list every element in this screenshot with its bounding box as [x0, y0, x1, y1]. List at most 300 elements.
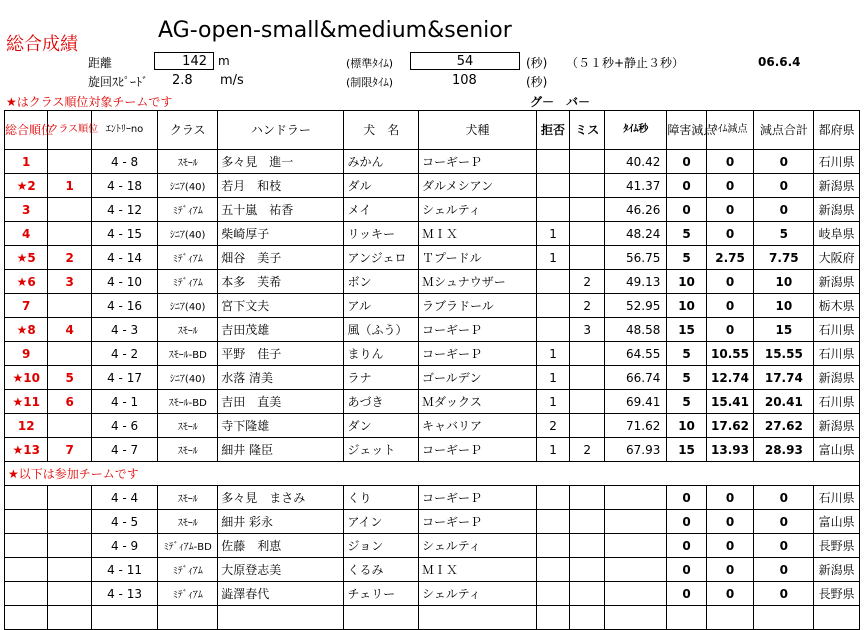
refusal	[537, 174, 570, 198]
dog-name: ボン	[344, 270, 419, 294]
time: 67.93	[605, 438, 667, 462]
class-rank	[48, 342, 91, 366]
prefecture: 新潟県	[814, 198, 860, 222]
class-rank	[48, 150, 91, 174]
overall-rank: ★13	[5, 438, 48, 462]
breed: シェルティ	[419, 534, 537, 558]
handler: 佐藤 利恵	[218, 534, 344, 558]
handler: 五十嵐 祐香	[218, 198, 344, 222]
time	[605, 534, 667, 558]
class-rank	[48, 582, 91, 606]
time-pts: 0	[706, 174, 754, 198]
breed: シェルティ	[419, 582, 537, 606]
miss	[570, 246, 605, 270]
class: ﾐﾃﾞｨｱﾑ	[158, 558, 218, 582]
time: 48.24	[605, 222, 667, 246]
dog-name: くるみ	[344, 558, 419, 582]
prefecture: 新潟県	[814, 174, 860, 198]
breed: ダルメシアン	[419, 174, 537, 198]
overall-rank: ★5	[5, 246, 48, 270]
table-row	[5, 222, 860, 246]
entry-no: 4 - 15	[91, 222, 157, 246]
miss: 3	[570, 318, 605, 342]
total-pts: 0	[754, 534, 814, 558]
breed: コーギーＰ	[419, 342, 537, 366]
dog-name: アンジェロ	[344, 246, 419, 270]
time-pts: 0	[706, 150, 754, 174]
class-rank	[48, 510, 91, 534]
prefecture: 新潟県	[814, 558, 860, 582]
entry-no: 4 - 14	[91, 246, 157, 270]
handler: 細井 彩永	[218, 510, 344, 534]
std-time-note: （５１秒+静止３秒）	[566, 56, 685, 70]
entry-no: 4 - 11	[91, 558, 157, 582]
header-row	[5, 111, 860, 150]
dog-name: ジョン	[344, 534, 419, 558]
col-handler: ハンドラー	[218, 111, 344, 150]
class: ｼﾆｱ(40)	[158, 174, 218, 198]
miss	[570, 174, 605, 198]
handler: 細井 隆臣	[218, 438, 344, 462]
refusal: 2	[537, 414, 570, 438]
class-rank: 6	[48, 390, 91, 414]
dog-name: 風（ふう）	[344, 318, 419, 342]
handler: 宮下文夫	[218, 294, 344, 318]
entry-no: 4 - 6	[91, 414, 157, 438]
miss	[570, 390, 605, 414]
results-table	[4, 110, 860, 630]
judge-label: グ－ バ－	[530, 95, 591, 109]
participant-row	[5, 486, 860, 510]
entry-no: 4 - 7	[91, 438, 157, 462]
obstacle-pts: 0	[667, 198, 706, 222]
col-prefecture: 都府県	[814, 111, 860, 150]
obstacle-pts: 15	[667, 438, 706, 462]
prefecture: 大阪府	[814, 246, 860, 270]
time: 41.37	[605, 174, 667, 198]
total-pts: 15	[754, 318, 814, 342]
entry-no: 4 - 5	[91, 510, 157, 534]
handler: 水落 清美	[218, 366, 344, 390]
col-total-pts: 減点合計	[754, 111, 814, 150]
refusal	[537, 510, 570, 534]
refusal	[537, 582, 570, 606]
col-refusal: 拒否	[537, 111, 570, 150]
obstacle-pts: 5	[667, 390, 706, 414]
time-pts: 0	[706, 270, 754, 294]
entry-no: 4 - 8	[91, 150, 157, 174]
speed-value: 2.8	[172, 73, 193, 88]
obstacle-pts: 0	[667, 174, 706, 198]
breed: Ｍシュナウザー	[419, 270, 537, 294]
class: ｽﾓｰﾙ-BD	[158, 390, 218, 414]
breed: コーギーＰ	[419, 510, 537, 534]
class-rank	[48, 414, 91, 438]
class: ｼﾆｱ(40)	[158, 222, 218, 246]
overall-rank	[5, 558, 48, 582]
class-rank	[48, 534, 91, 558]
std-time-value: 54	[410, 52, 520, 70]
overall-rank: ★6	[5, 270, 48, 294]
obstacle-pts: 10	[667, 294, 706, 318]
dog-name: みかん	[344, 150, 419, 174]
time-pts: 10.55	[706, 342, 754, 366]
miss	[570, 534, 605, 558]
handler: 若月 和枝	[218, 174, 344, 198]
refusal	[537, 270, 570, 294]
entry-no: 4 - 12	[91, 198, 157, 222]
class-rank: 3	[48, 270, 91, 294]
table-row	[5, 246, 860, 270]
entry-no: 4 - 10	[91, 270, 157, 294]
refusal	[537, 198, 570, 222]
refusal	[537, 486, 570, 510]
handler: 多々見 まさみ	[218, 486, 344, 510]
total-pts: 0	[754, 510, 814, 534]
total-pts: 15.55	[754, 342, 814, 366]
miss: 2	[570, 438, 605, 462]
overall-rank: ★8	[5, 318, 48, 342]
handler: 平野 佳子	[218, 342, 344, 366]
table-row	[5, 198, 860, 222]
time-pts: 2.75	[706, 246, 754, 270]
breed: ラブラドール	[419, 294, 537, 318]
dog-name: ラナ	[344, 366, 419, 390]
class: ｽﾓｰﾙ	[158, 318, 218, 342]
class: ﾐﾃﾞｨｱﾑ	[158, 246, 218, 270]
time: 71.62	[605, 414, 667, 438]
prefecture: 栃木県	[814, 294, 860, 318]
dog-name: ジェット	[344, 438, 419, 462]
overall-rank: 1	[5, 150, 48, 174]
limit-time-value: 108	[452, 73, 477, 88]
participant-row	[5, 510, 860, 534]
handler: 澁澤春代	[218, 582, 344, 606]
prefecture: 石川県	[814, 342, 860, 366]
time: 69.41	[605, 390, 667, 414]
refusal	[537, 534, 570, 558]
total-pts: 27.62	[754, 414, 814, 438]
total-pts: 17.74	[754, 366, 814, 390]
time-pts: 12.74	[706, 366, 754, 390]
total-pts: 7.75	[754, 246, 814, 270]
refusal: 1	[537, 390, 570, 414]
std-time-unit: (秒)	[526, 56, 548, 70]
overall-rank	[5, 510, 48, 534]
obstacle-pts: 0	[667, 558, 706, 582]
miss: 2	[570, 270, 605, 294]
col-time-pts: ﾀｲﾑ減点	[706, 111, 754, 150]
handler: 畑谷 美子	[218, 246, 344, 270]
dog-name: リッキー	[344, 222, 419, 246]
star-note: ★はクラス順位対象チームです	[6, 95, 173, 109]
overall-rank: ★10	[5, 366, 48, 390]
entry-no: 4 - 18	[91, 174, 157, 198]
dog-name: ダン	[344, 414, 419, 438]
class: ｽﾓｰﾙ	[158, 486, 218, 510]
breed: ＭＩＸ	[419, 558, 537, 582]
total-pts: 0	[754, 558, 814, 582]
entry-no: 4 - 13	[91, 582, 157, 606]
breed: シェルティ	[419, 198, 537, 222]
obstacle-pts: 0	[667, 150, 706, 174]
time: 49.13	[605, 270, 667, 294]
refusal: 1	[537, 366, 570, 390]
prefecture: 富山県	[814, 510, 860, 534]
dog-name: アル	[344, 294, 419, 318]
breed: コーギーＰ	[419, 318, 537, 342]
col-miss: ミス	[570, 111, 605, 150]
speed-label: 旋回ｽﾋﾟｰﾄﾞ	[88, 75, 149, 89]
breed: コーギーＰ	[419, 150, 537, 174]
class: ﾐﾃﾞｨｱﾑ	[158, 198, 218, 222]
distance-value: 142	[154, 52, 214, 70]
overall-rank: 7	[5, 294, 48, 318]
refusal	[537, 294, 570, 318]
dog-name: メイ	[344, 198, 419, 222]
refusal: 1	[537, 438, 570, 462]
total-pts: 28.93	[754, 438, 814, 462]
handler: 多々見 進一	[218, 150, 344, 174]
time-pts: 0	[706, 558, 754, 582]
table-row	[5, 366, 860, 390]
participant-note-row	[5, 462, 860, 486]
time-pts: 0	[706, 294, 754, 318]
total-pts: 0	[754, 582, 814, 606]
prefecture: 新潟県	[814, 414, 860, 438]
obstacle-pts: 0	[667, 534, 706, 558]
miss	[570, 150, 605, 174]
participant-row	[5, 558, 860, 582]
obstacle-pts: 5	[667, 222, 706, 246]
dog-name: ダル	[344, 174, 419, 198]
participant-note: ★以下は参加チームです	[5, 462, 860, 486]
class-rank: 7	[48, 438, 91, 462]
time	[605, 582, 667, 606]
class-rank: 5	[48, 366, 91, 390]
dog-name: チェリー	[344, 582, 419, 606]
class: ｼﾆｱ(40)	[158, 366, 218, 390]
total-pts: 0	[754, 150, 814, 174]
prefecture: 富山県	[814, 438, 860, 462]
dog-name: くり	[344, 486, 419, 510]
time-pts: 0	[706, 510, 754, 534]
handler: 吉田 直美	[218, 390, 344, 414]
entry-no: 4 - 16	[91, 294, 157, 318]
miss	[570, 342, 605, 366]
distance-unit: m	[218, 54, 230, 68]
total-pts: 0	[754, 486, 814, 510]
time-pts: 0	[706, 318, 754, 342]
col-overall-rank: 総合順位	[5, 111, 48, 150]
class: ｽﾓｰﾙ	[158, 510, 218, 534]
dog-name: アイン	[344, 510, 419, 534]
speed-unit: m/s	[220, 73, 244, 88]
limit-time-unit: (秒)	[526, 75, 548, 89]
class-rank	[48, 222, 91, 246]
time-pts: 13.93	[706, 438, 754, 462]
handler: 吉田茂雄	[218, 318, 344, 342]
miss	[570, 486, 605, 510]
time-pts: 0	[706, 486, 754, 510]
miss	[570, 366, 605, 390]
col-class: クラス	[158, 111, 218, 150]
obstacle-pts: 0	[667, 486, 706, 510]
class: ｽﾓｰﾙ	[158, 150, 218, 174]
breed: ＭＩＸ	[419, 222, 537, 246]
entry-no: 4 - 1	[91, 390, 157, 414]
col-entry-no: ｴﾝﾄﾘｰno	[91, 111, 157, 150]
prefecture: 新潟県	[814, 270, 860, 294]
entry-no: 4 - 2	[91, 342, 157, 366]
obstacle-pts: 10	[667, 270, 706, 294]
table-row	[5, 270, 860, 294]
time: 66.74	[605, 366, 667, 390]
table-row	[5, 414, 860, 438]
overall-rank: 4	[5, 222, 48, 246]
obstacle-pts: 10	[667, 414, 706, 438]
time-pts: 17.62	[706, 414, 754, 438]
col-obstacle-pts: 障害減点	[667, 111, 706, 150]
overall-rank: ★2	[5, 174, 48, 198]
overall-rank	[5, 486, 48, 510]
obstacle-pts: 5	[667, 342, 706, 366]
class: ﾐﾃﾞｨｱﾑ	[158, 270, 218, 294]
entry-no: 4 - 9	[91, 534, 157, 558]
miss	[570, 198, 605, 222]
col-breed: 犬種	[419, 111, 537, 150]
breed: Ｍダックス	[419, 390, 537, 414]
miss	[570, 414, 605, 438]
time: 48.58	[605, 318, 667, 342]
obstacle-pts: 0	[667, 510, 706, 534]
obstacle-pts: 5	[667, 246, 706, 270]
participant-row	[5, 534, 860, 558]
class-rank	[48, 486, 91, 510]
time-pts: 15.41	[706, 390, 754, 414]
handler: 柴崎厚子	[218, 222, 344, 246]
total-pts: 20.41	[754, 390, 814, 414]
refusal: 1	[537, 222, 570, 246]
overall-rank: 12	[5, 414, 48, 438]
time: 56.75	[605, 246, 667, 270]
miss: 2	[570, 294, 605, 318]
time: 46.26	[605, 198, 667, 222]
miss	[570, 510, 605, 534]
refusal: 1	[537, 246, 570, 270]
limit-time-label: (制限ﾀｲﾑ)	[346, 76, 394, 89]
prefecture: 石川県	[814, 390, 860, 414]
class: ｽﾓｰﾙ	[158, 438, 218, 462]
class-rank	[48, 558, 91, 582]
col-dog-name: 犬 名	[344, 111, 419, 150]
class: ﾐﾃﾞｨｱﾑ	[158, 582, 218, 606]
breed: コーギーＰ	[419, 438, 537, 462]
total-pts: 5	[754, 222, 814, 246]
participant-row	[5, 582, 860, 606]
table-row	[5, 294, 860, 318]
overall-rank: 3	[5, 198, 48, 222]
class: ｼﾆｱ(40)	[158, 294, 218, 318]
table-row	[5, 174, 860, 198]
class: ｽﾓｰﾙ-BD	[158, 342, 218, 366]
breed: コーギーＰ	[419, 486, 537, 510]
prefecture: 長野県	[814, 534, 860, 558]
entry-no: 4 - 4	[91, 486, 157, 510]
class-rank: 4	[48, 318, 91, 342]
time: 64.55	[605, 342, 667, 366]
table-row	[5, 318, 860, 342]
miss	[570, 222, 605, 246]
breed: キャバリア	[419, 414, 537, 438]
obstacle-pts: 5	[667, 366, 706, 390]
col-time: ﾀｲﾑ秒	[605, 111, 667, 150]
distance-label: 距離	[88, 56, 113, 70]
time: 40.42	[605, 150, 667, 174]
total-pts: 0	[754, 198, 814, 222]
event-title: AG-open-small&medium&senior	[158, 18, 512, 43]
prefecture: 新潟県	[814, 366, 860, 390]
entry-no: 4 - 3	[91, 318, 157, 342]
time-pts: 0	[706, 198, 754, 222]
event-date: 06.6.4	[758, 55, 801, 69]
col-class-rank: クラス順位	[48, 111, 91, 150]
time	[605, 510, 667, 534]
table-row	[5, 390, 860, 414]
time	[605, 558, 667, 582]
miss	[570, 558, 605, 582]
class-rank	[48, 294, 91, 318]
overall-rank: ★11	[5, 390, 48, 414]
prefecture: 石川県	[814, 150, 860, 174]
prefecture: 長野県	[814, 582, 860, 606]
breed: ゴールデン	[419, 366, 537, 390]
overall-rank	[5, 534, 48, 558]
miss	[570, 582, 605, 606]
time: 52.95	[605, 294, 667, 318]
class: ﾐﾃﾞｨｱﾑ-BD	[158, 534, 218, 558]
obstacle-pts: 15	[667, 318, 706, 342]
refusal: 1	[537, 342, 570, 366]
overall-rank: 9	[5, 342, 48, 366]
time-pts: 0	[706, 222, 754, 246]
refusal	[537, 558, 570, 582]
empty-row	[5, 606, 860, 630]
dog-name: まりん	[344, 342, 419, 366]
handler: 本多 芙希	[218, 270, 344, 294]
breed: Ｔプードル	[419, 246, 537, 270]
prefecture: 岐阜県	[814, 222, 860, 246]
std-time-label: (標準ﾀｲﾑ)	[346, 57, 394, 70]
total-pts: 0	[754, 174, 814, 198]
time	[605, 486, 667, 510]
table-row	[5, 438, 860, 462]
prefecture: 石川県	[814, 486, 860, 510]
refusal	[537, 150, 570, 174]
overall-rank	[5, 582, 48, 606]
table-row	[5, 150, 860, 174]
class: ｽﾓｰﾙ	[158, 414, 218, 438]
handler: 寺下隆雄	[218, 414, 344, 438]
total-pts: 10	[754, 270, 814, 294]
dog-name: あづき	[344, 390, 419, 414]
table-row	[5, 342, 860, 366]
section-title: 総合成績	[6, 34, 78, 55]
handler: 大原登志美	[218, 558, 344, 582]
time-pts: 0	[706, 534, 754, 558]
class-rank: 1	[48, 174, 91, 198]
class-rank: 2	[48, 246, 91, 270]
